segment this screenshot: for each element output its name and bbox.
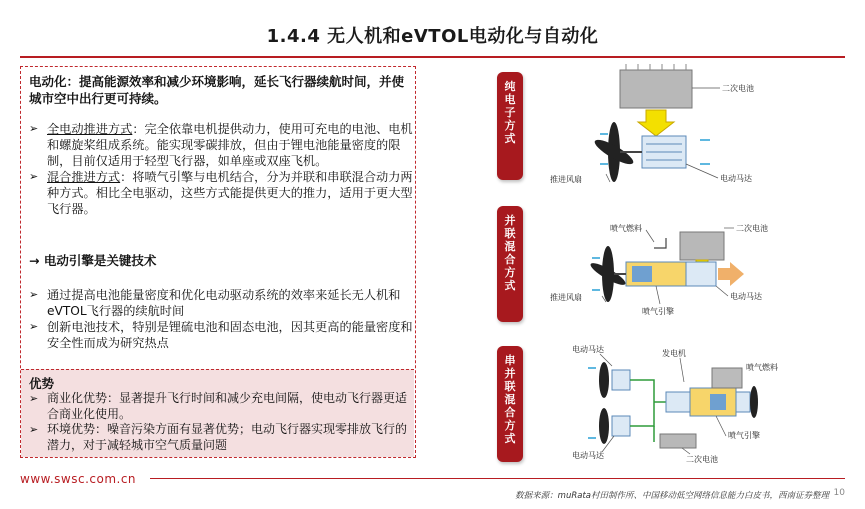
generator-icon	[666, 392, 690, 412]
list-item	[29, 121, 413, 169]
list-item	[29, 422, 413, 453]
generator-label: 发电机	[662, 349, 686, 358]
tab-pure-electric	[497, 72, 523, 180]
tab-label: 纯电子方式	[504, 80, 516, 145]
source-note: 数据来源：muRata村田制作所、中国移动低空网络信息能力白皮书，西南证券整理	[515, 491, 829, 501]
power-lines-icon	[630, 380, 666, 442]
bullet-arrow-icon: ➢	[29, 122, 39, 135]
bullet-text: 商业化优势：显著提升飞行时间和减少充电间隔，使电动飞行器更适合商业化使用。	[47, 391, 408, 421]
list-item	[29, 287, 413, 319]
pure-electric-diagram	[550, 64, 790, 188]
fan-label: 推进风扇	[550, 293, 582, 302]
bullet-text: ：将喷气引擎与电机结合，分为并联和串联混合动力两种方式。相比全电驱动，这些方式能提供更大的推力，适用于更大型飞行器。	[47, 170, 413, 216]
propulsion-list	[29, 121, 413, 217]
battery-icon	[660, 434, 696, 448]
bullet-text: 创新电池技术，特别是锂硫电池和固态电池，因其更高的能量密度和安全性而成为研究热点	[47, 320, 413, 350]
bullet-arrow-icon: ➢	[29, 170, 39, 183]
bullet-text: 环境优势：噪音污染方面有显著优势；电动飞行器实现零排放飞行的潜力，对于减轻城市空气质量问题	[47, 422, 408, 452]
propeller-fan-icon	[599, 362, 609, 398]
battery-label: 二次电池	[736, 224, 768, 233]
motor-icon	[736, 392, 750, 412]
content-panel	[20, 66, 416, 458]
series-parallel-hybrid-diagram	[550, 342, 790, 466]
term-label: 混合推进方式	[47, 170, 121, 184]
tab-label: 串并联混合方式	[504, 354, 516, 445]
term-label: 全电动推进方式	[47, 122, 133, 136]
key-tech-heading: → 电动引擎是关键技术	[29, 253, 157, 268]
tab-label: 并联混合方式	[504, 214, 516, 292]
list-item	[29, 169, 413, 217]
propeller-fan-icon	[750, 386, 758, 418]
bullet-text: ：完全依靠电机提供动力，使用可充电的电池、电机和螺旋桨组成系统。能实现零碳排放，但由于锂电池能量密度的限制，目前仅适用于轻型飞行器，如单座或双座飞机。	[47, 122, 413, 168]
advantages-box	[21, 369, 414, 457]
page-title: 1.4.4 无人机和eVTOL电动化与自动化	[266, 26, 599, 47]
engine-core-icon	[632, 266, 652, 282]
fuel-label: 喷气燃料	[746, 363, 778, 372]
motor-top-label: 电动马达	[572, 345, 604, 354]
airflow-lines-icon	[588, 368, 596, 438]
battery-icon	[680, 232, 724, 260]
fuel-line-icon	[654, 238, 666, 248]
advantages-title: 优势	[29, 376, 55, 391]
bullet-arrow-icon: ➢	[29, 288, 39, 301]
propeller-fan-icon	[599, 408, 609, 444]
page-number: 10	[833, 488, 845, 498]
motor-label: 电动马达	[720, 174, 752, 183]
motor-label: 电动马达	[730, 292, 762, 301]
fan-label: 推进风扇	[550, 175, 582, 184]
tab-parallel-hybrid	[497, 206, 523, 322]
energy-arrow-icon	[638, 110, 674, 136]
engine-label: 喷气引擎	[642, 307, 674, 316]
engine-label: 喷气引擎	[728, 431, 760, 440]
motor-icon	[612, 370, 630, 390]
motor-icon	[686, 262, 716, 286]
fuel-label: 喷气燃料	[610, 224, 642, 233]
footer-divider	[150, 478, 845, 479]
advantages-list	[29, 391, 413, 453]
tech-list	[29, 287, 413, 351]
list-item	[29, 391, 413, 422]
tab-series-parallel-hybrid	[497, 346, 523, 462]
battery-icon	[620, 70, 692, 108]
fuel-tank-icon	[712, 368, 742, 388]
bullet-text: 通过提高电池能量密度和优化电动驱动系统的效率来延长无人机和eVTOL飞行器的续航时间	[47, 288, 401, 318]
title-divider	[20, 56, 845, 58]
list-item	[29, 319, 413, 351]
motor-icon	[612, 416, 630, 436]
engine-core-icon	[710, 394, 726, 410]
bullet-arrow-icon: ➢	[29, 423, 39, 436]
bullet-arrow-icon: ➢	[29, 392, 39, 405]
parallel-hybrid-diagram	[550, 208, 790, 326]
lead-paragraph: 电动化：提高能源效率和减少环境影响，延长飞行器续航时间，并使城市空中出行更可持续。	[29, 74, 405, 106]
exhaust-arrow-icon	[718, 262, 744, 286]
battery-terminals-icon	[626, 64, 686, 70]
bullet-arrow-icon: ➢	[29, 320, 39, 333]
footer-url: www.swsc.com.cn	[20, 472, 137, 486]
battery-label: 二次电池	[686, 455, 718, 464]
motor-bottom-label: 电动马达	[572, 451, 604, 460]
airflow-lines-icon	[592, 258, 600, 290]
battery-label: 二次电池	[722, 84, 754, 93]
